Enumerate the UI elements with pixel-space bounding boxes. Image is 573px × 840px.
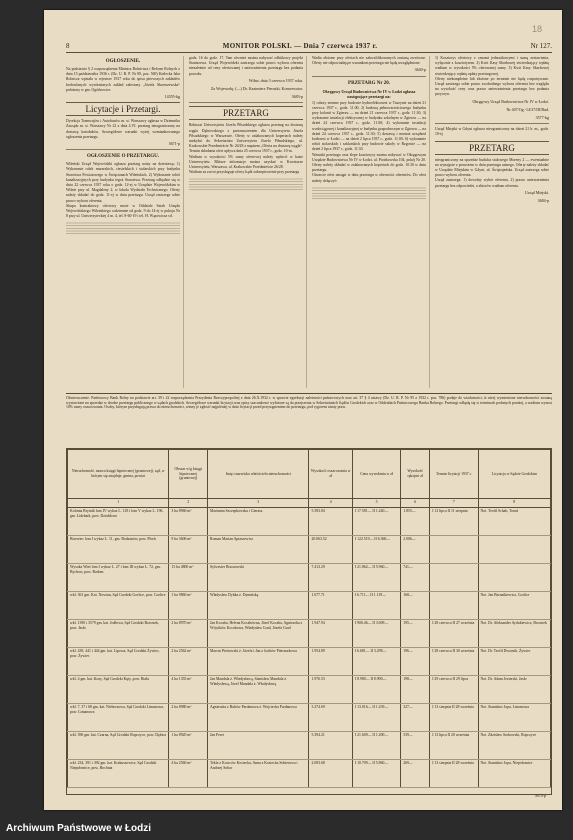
cell-area: 4 ha 1355 m² xyxy=(169,676,208,704)
cell-starting-price: I 122.519— II 6.360— xyxy=(352,536,400,564)
cell-owner: Władysław Dybka ż. Dymińską xyxy=(208,592,309,620)
cell-property: wkl. 234, 391 i 392 gm. kat. Krakuszowice, Sąd Grodzki Niepołomice, pow. Bochnia xyxy=(68,760,169,788)
section-heading-licytacje: Licytacje i Przetargi. xyxy=(66,102,180,116)
table-row xyxy=(68,508,551,536)
cell-deposit: 2.006— xyxy=(401,536,430,564)
cell-area: 2 ha 8980 m² xyxy=(169,704,208,732)
cell-area: 1 ha 9860 m² xyxy=(169,592,208,620)
cell-valuation: 7.413.29 xyxy=(309,564,352,592)
divider xyxy=(189,102,303,103)
notice-code: 3640-p xyxy=(414,67,426,73)
heading-ogloszenie: OGŁOSZENIE. xyxy=(105,59,141,64)
header-valuation: Wysokość oszacowania w zł xyxy=(309,450,352,499)
cell-property: wkl. 396 gm. kat. Czarna, Sąd Grodzki Ropczyce, pow. Dębica xyxy=(68,732,169,760)
issue-number: Nr 127. xyxy=(530,42,552,50)
tender-continued: godz. 16 do godz. 17. Tam również można nabywać odbitkowy projekt Staniszewa. Urząd Wojewódzki zastrzega sobie prawo wyboru oferenta niezależnie od ceny ofertowanej i unieważnienia przetargu bez podania powodu. xyxy=(189,56,303,76)
signature-urzad: Urząd Miejski. xyxy=(525,189,549,195)
cell-owner: Marianna Szczepkowska i Gierasz xyxy=(208,508,309,536)
cell-owner: Tekla z Kowców Kostecka, Anna z Kostecka Sobierowa i Andrzej Sobor xyxy=(208,760,309,788)
university-tender-text: Rektorat Uniwersytetu Józefa Piłsudskiego ogłasza przetarg na dostawę węgla Dąbrowskiego z przeznaczeniem dla Uniwersytetu Józefa Piłsudskiego w Warszawie. Oferty w zalakowanych kopertach należy nadsyłać do Sekretariatu Uniwersytetu Józefa Piłsudskiego, ul. Krakowskie Przedmieście Nr 26/28 z napisem „Oferta na dostawę węgla“. Termin składania ofert upływa dnia 25 czerwca 1937 r., godz. 10-ta. xyxy=(189,123,303,154)
cell-court xyxy=(478,536,551,564)
column-4 xyxy=(435,56,552,388)
tender-text: Wileński Urząd Wojewódzki ogłasza przetarg ustny na dzierżawę: 1) Wykonanie robót murarskich, ciesielskich i stolarskich przy budynku Starostwa Powiatowego w Święcianach Wileńskich. 2) Wykonanie robót kanalizacyjnych przy budynku tegoż Starostwa. Przetarg odbędzie się w dniu 22 czerwca 1937 roku o godz. 12-ej w Urzędzie Wojewódzkim w Wilnie przy ul. Magdaleny 2, w lokalu Wydziału Technicznego. Oferty należy składać do godz. 11-ej w dniu przetargu. Urząd zastrzega sobie prawo wyboru oferenta. xyxy=(66,162,180,203)
cell-property: Bisewiec lom I wykaz L. 11, gm. Bodzanów, pow. Płock xyxy=(68,536,169,564)
cell-deposit: 539— xyxy=(401,732,430,760)
heading-przetarg-nr-20: PRZETARG Nr 20. xyxy=(348,80,390,86)
text-lines xyxy=(66,221,180,235)
cell-court xyxy=(478,564,551,592)
divider xyxy=(312,76,426,77)
cell-owner: Sylwester Brzozowski xyxy=(208,564,309,592)
subheading-urzad: Okręgowy Urząd Budownictwa Nr IV w Łodzi ogłasza następujące przetargi na: xyxy=(322,88,416,99)
cell-owner: Jan Kocaba, Helena Kocabówna, Józef Kocaba, Agnieszka z Wójcików Kocabowa, Władysław Grad, Józefa Grad xyxy=(208,620,309,648)
cell-court: Not. Stanisław Jopa, Limanowa xyxy=(478,704,551,732)
tram-notice-code: 3671-p xyxy=(168,141,180,147)
cell-property: wkl. 7, 37 i 68 gm. kat. Nieborzowa, Sąd Grodzki Limanowa, pow. Limanowa xyxy=(68,704,169,732)
table-row xyxy=(68,536,551,564)
table-code: 3674-p xyxy=(534,793,546,798)
table-row xyxy=(68,620,551,648)
header-court: Licytacja w Sądzie Grodzkim xyxy=(478,450,551,499)
column-3 xyxy=(312,56,430,388)
cell-starting-price: I 13.016— II 1.439— xyxy=(352,704,400,732)
page-header xyxy=(66,40,552,53)
cell-date: I 13 lipca II 20 września xyxy=(430,732,478,760)
university-tender-text-3: Wadium za zwrot przysługuje oferty bądź zabezpieczenie przy przetargu xyxy=(189,170,300,175)
heading-przetarg: PRZETARG xyxy=(189,106,303,120)
cell-area: 9 ha 3606 m² xyxy=(169,536,208,564)
cell-valuation: 1.677.71 xyxy=(309,592,352,620)
notice-code: 3684-p xyxy=(537,198,549,204)
divider xyxy=(435,123,549,124)
cell-property: Wysoka Wieś lom I wykaz L. 27 i lom III wykaz L. 72, gm. Bychow, pow. Radom xyxy=(68,564,169,592)
cell-deposit: 269— xyxy=(401,760,430,788)
cell-deposit: 168— xyxy=(401,592,430,620)
signature-date: Wilno, dnia 3 czerwca 1937 roku. xyxy=(248,77,303,83)
cell-deposit: 195— xyxy=(401,620,430,648)
cell-date: I 29 czerwca II 29 lipca xyxy=(430,676,478,704)
cell-starting-price: I 21.862— II 5.960— xyxy=(352,564,400,592)
reference-number: Nr 407/Og.-14/37/III/Bud. xyxy=(506,106,549,112)
table-row xyxy=(68,648,551,676)
cell-date: I 28 czerwca II 30 września xyxy=(430,648,478,676)
cell-date: I 12 lipca II 11 sierpnia xyxy=(430,508,478,536)
auction-table xyxy=(66,448,552,795)
construction-tender-list: 1) roboty ziemne przy budowie hydroelektrowni w Tuszynie na dzień 21 czerwca 1937 r., godz. 11.00; 2) budowę pełnowartościowego budynku przy kolonii w Zgierzu — na dzień 21 czerwca 1937 r., godz. 11.30; 3) wykonanie instalacji elektrycznej w budynku szkolnym w Zgierzu — na dzień 24 czerwca 1937 r., godz. 11.00; 4) wykonanie instalacji wodociągowej i kanalizacyjnej w budynku gospodarczym w Zgierzu — na dzień 24 czerwca 1937 r., godz. 11.30; 5) dostawę i montaż urządzeń kotłowni w Łodzi — na dzień 2 lipca 1937 r., godz. 11.00; 6) wykonanie robót stolarskich i szklarskich przy budowie szkoły w Rzgowie — na dzień 2 lipca 1937 r., godz. 11.30. xyxy=(312,100,426,152)
cell-starting-price: I 8.980— II 8.990— xyxy=(352,676,400,704)
cell-property: wkl. 1390 i 3579 gm. kat. Jodłowa, Sąd Grodzki Brzostek, pow. Jasło xyxy=(68,620,169,648)
tram-notice-text: Dyrekcja Tramwajów i Autobusów m. st. Warszawy ogłasza w Dzienniku Zarządu m. st. Warszawy Nr 22 z dnia 4.VI. przetarg nieograniczony na dostawę katoduków. Szczegółowe warunki wyżej wzmiankowanego ogłoszenia przetargu. xyxy=(66,119,180,139)
heading-przetarg: OGŁOSZENIE O PRZETARGU. xyxy=(86,154,159,160)
divider xyxy=(66,149,180,150)
cell-date: I 13 sierpnia II 28 września xyxy=(430,760,478,788)
cell-area: 2 ha 2562 m² xyxy=(169,648,208,676)
header-starting-price: Cena wywołania w zł xyxy=(352,450,400,499)
header-property: Nieruchomość, nazwa księgi hipotecznej (gruntowej), sąd, w którym się znajduje, gmina, powiat xyxy=(68,450,169,499)
cell-date: I 28 czerwca II 27 września xyxy=(430,620,478,648)
newspaper-title: MONITOR POLSKI. — Dnia 7 czerwca 1937 r. xyxy=(222,42,378,50)
cell-valuation: 5.394.21 xyxy=(309,732,352,760)
cell-starting-price: I 17.581— II 1.440— xyxy=(352,508,400,536)
cell-date xyxy=(430,564,478,592)
tender-continued: Wadia złożone przy ofertach nie zakwalifikowanych zostaną zwrócone. Oferty nie odpowiadające warunkom przetargu nie będą uwzględnione. xyxy=(312,56,426,66)
cell-area: 15 ha 4800 m² xyxy=(169,564,208,592)
cell-date xyxy=(430,536,478,564)
cell-deposit: 741— xyxy=(401,564,430,592)
cell-date: I 13 sierpnia II 28 września xyxy=(430,704,478,732)
cell-date xyxy=(430,592,478,620)
cell-deposit: 198— xyxy=(401,676,430,704)
cell-property: wkl. 439, 441 i 444 gm. kat. Lipowa, Sąd Grodzki Żywiec, pow. Żywiec xyxy=(68,648,169,676)
notice-code: 3683-p xyxy=(291,94,303,100)
cell-owner: Jan Mandala ż. Władysławą, Stanisław Mandala ż. Władysławą, Józef Mandala ż. Władysławą xyxy=(208,676,309,704)
notice-code: 3577-kg xyxy=(535,115,549,121)
cell-starting-price: I 906.46— II 3.609— xyxy=(352,620,400,648)
cell-starting-price: I 21.609— II 1.400— xyxy=(352,732,400,760)
cell-deposit: 327— xyxy=(401,704,430,732)
cell-valuation: 3.274.69 xyxy=(309,704,352,732)
construction-tender-terms-2: Otwarcie ofert nastąpi w dniu przetargu w obecności oferentów. Do ofert należy dołączyć: xyxy=(312,173,426,183)
cell-valuation: 20.063.52 xyxy=(309,536,352,564)
table-header-row xyxy=(68,450,551,499)
archive-watermark: Archiwum Państwowe w Łodzi xyxy=(6,823,152,834)
column-index-row: 1 2 3 4 5 6 7 8 xyxy=(68,499,551,508)
cell-area: 3 ha 8960 m² xyxy=(169,508,208,536)
header-date: Termin licytacji 1937 r. xyxy=(430,450,478,499)
text-lines xyxy=(312,186,426,200)
cell-court: Not. Stanisław Jopa, Niepołomice xyxy=(478,760,551,788)
cell-valuation: 1.976.53 xyxy=(309,676,352,704)
column-2 xyxy=(189,56,307,388)
cell-court: Not. Teofil Schab, Toruń xyxy=(478,508,551,536)
notice-text: Na podstawie § 2 rozporządzenia Ministra Rolnictwa i Reform Rolnych z dnia 15 października 1936 r. (Dz. U. R. P. Nr 80, poz. 569) Kielecka Izba Rolnicza wpisała w rejestrze 1937 roku do spisu pierwszych zakładów hodowlanych wyróżnionych zakład zalesiony „Józefa Skrzeszewska“ położony w gm. Ogórkowice. xyxy=(66,67,180,92)
table-row xyxy=(68,676,551,704)
cell-valuation: 5.583.84 xyxy=(309,508,352,536)
gdynia-tender-text: nieograniczony na sprzedaż budulca stalowego Moreny 2 — ewentualnie na wynajęcie z powrotem w dniu przetargu ustnego. Oferty należy składać w Urzędzie Miejskim w Gdyni, ul. Świętojańska. Urząd zastrzega sobie prawo wyboru oferenta. xyxy=(435,157,549,178)
cell-owner: Roman Marian Aptaszewicz xyxy=(208,536,309,564)
cell-area: 4 ha 2560 m² xyxy=(169,760,208,788)
table-row xyxy=(68,592,551,620)
cell-property: wkl. 361 gm. Kot. Nowtan, Sąd Grodzki Gorlice, pow. Gorlice xyxy=(68,592,169,620)
table-row xyxy=(68,564,551,592)
cell-property: Kolonia Brytnik lom IV wykaz L. 129 i lom V wykaz L. 196, gm. Lidzbark, pow. Działdowo xyxy=(68,508,169,536)
cell-court: Not. Dr. Adam Jezierski, Jasło xyxy=(478,676,551,704)
article-columns xyxy=(66,56,552,388)
gdynia-tender-reserve: Urząd zastrzega: 1) dowolny wybór oferenta, 2) prawo unieważnienia przetargu bez odpowiedzi, a zbiorów wadium oferenta. xyxy=(435,178,549,188)
cell-property: wkl. 4 gm. kat. Kozy, Sąd Grodzki Kęty, pow. Biała xyxy=(68,676,169,704)
column-1 xyxy=(66,56,184,388)
cell-area: 2 ha 8970 m² xyxy=(169,620,208,648)
cell-starting-price: I 10.709— II 5.860— xyxy=(352,760,400,788)
cell-court: Not. Jan Bernatkiewicz, Gorlice xyxy=(478,592,551,620)
notice-code: 14355-kg xyxy=(164,94,180,100)
cell-court: Not. Dr. Teofil Dwornik, Żywiec xyxy=(478,648,551,676)
gdynia-intro: Urząd Miejski w Gdyni ogłasza nieograniczony na dzień 21 b. m., godz. 10-ej xyxy=(435,127,549,137)
cell-valuation: 1.954.89 xyxy=(309,648,352,676)
cell-deposit: 1.855— xyxy=(401,508,430,536)
signature-name: Za Wojewodę: (—) Dr. Kazimierz Pieruski, Konserwator. xyxy=(210,86,303,92)
text-lines xyxy=(189,177,303,191)
heading-przetarg: PRZETARG xyxy=(435,141,549,155)
cell-owner: Agnieszka z Bubów Pardanowa ż. Wojciecha Pardanowa xyxy=(208,704,309,732)
bank-announcement xyxy=(66,393,552,446)
header-deposit: Wysokość rękojmi zł xyxy=(401,450,430,499)
table-row xyxy=(68,704,551,732)
cell-valuation: 2.693.68 xyxy=(309,760,352,788)
cell-deposit: 196— xyxy=(401,648,430,676)
tender-text-cont: Skupu kontraktowy ofertowy może w Oddziale Sztab Urzędu Wojewódzkiego Wileńskiego codziennie od godz. 9 do 14-ej w pokoju Nr 8 przy ul. Uniwersyteckiej 4 m. 4, tel. 8-60-19 i tel. H. Wąsowicza cd. xyxy=(66,203,180,219)
table-row xyxy=(68,760,551,788)
page-number: 8 xyxy=(66,42,70,50)
cell-starting-price: I 6.711— II 1.119— xyxy=(352,592,400,620)
newspaper-page xyxy=(44,10,562,810)
cell-court: Not. Zdzisław Srokowski, Ropczyce xyxy=(478,732,551,760)
university-tender-text-2: Wadium w wysokości 5% sumy ofertowej należy wpłacić w kasie Uniwersytetu. Bliższe informacje można uzyskać w Kwesturze Uniwersytetu, Warszawa, ul. Krakowskie Przedmieście 26/28. xyxy=(189,154,303,170)
cell-court: Not. Dr. Aleksander Aydukiewicz, Brzostek xyxy=(478,620,551,648)
header-owner: Imię i nazwisko właściciela nieruchomości xyxy=(208,450,309,499)
signature-office: Okręgowy Urząd Budownictwa Nr IV w Łodzi. xyxy=(472,98,549,104)
cell-owner: Jan Feret xyxy=(208,732,309,760)
cell-valuation: 1.947.94 xyxy=(309,620,352,648)
cell-owner: Marcin Pietrowski ż. Józefa i Jan z Jozków Pietraszkowa xyxy=(208,648,309,676)
header-area: Obszar w/g księgi hipotecznej (gruntowej) xyxy=(169,450,208,499)
offer-conditions: Oferty niekompletne lub złożone po terminie nie będą rozpatrywane. Urząd zastrzega sobie prawo swobodnego wyboru oferenta bez względu na wysokość ceny oraz prawo unieważnienia przetargu bez podania przyczyn. xyxy=(435,76,549,97)
cell-area: 1 ha 8920 m² xyxy=(169,732,208,760)
pencil-mark: 18 xyxy=(531,24,542,34)
bank-announcement-text: Obwieszczenie. Państwowy Bank Rolny na podstawie art. 39 i 22 rozporządzenia Prezydenta Rzeczypospolitej z dnia 26.X.1932 r. w sprawie egzekucji należności państwowych oraz art. 37 § 4 ustawy (Dz. U. R. P. Nr 95 z 1932 r. poz. 786) podaje do wiadomości, iż niżej wymienione nieruchomości zostaną wystawione na sprzedaż w drodze przetargu publicznego w sądach grodzkich. Szczegółowe warunki licytacji oraz opisy szacunkowe wyłożone są do przejrzenia w Sekretariatach Sądów Grodzkich oraz w Oddziałach Państwowego Banku Rolnego. Przetargi odbędą się w terminach podanych poniżej, a wadium wynosi 10% sumy oszacowania. Osoby, którym przysługują prawa do nieruchomości, winny je zgłosić najpóźniej w dniu licytacji przed przystąpieniem do przetargu, pod rygorem utraty praw. xyxy=(66,396,552,410)
cell-starting-price: I 6.681— II 3.298— xyxy=(352,648,400,676)
required-documents: 1) Kosztorys ofertowy z cenami jednostkowymi i sumą zestawienia, wyłącznie z kosztorysem. 2) Kwit Kasy Skarbowej stwierdzający wpłatę wadium w wysokości 5% oferowanej sumy. 3) Kwit Kasy Skarbowej stwierdzający wpłatę opłaty przetargowej. xyxy=(435,56,549,76)
construction-tender-terms: Warunki przetargu oraz ślepe kosztorysy można nabywać w Okręgowym Urzędzie Budownictwa Nr IV w Łodzi, ul. Piotrkowska 104, pokój Nr 20. Oferty należy składać w zalakowanych kopertach do godz. 10.30 w dniu przetargu. xyxy=(312,152,426,173)
table-row xyxy=(68,732,551,760)
